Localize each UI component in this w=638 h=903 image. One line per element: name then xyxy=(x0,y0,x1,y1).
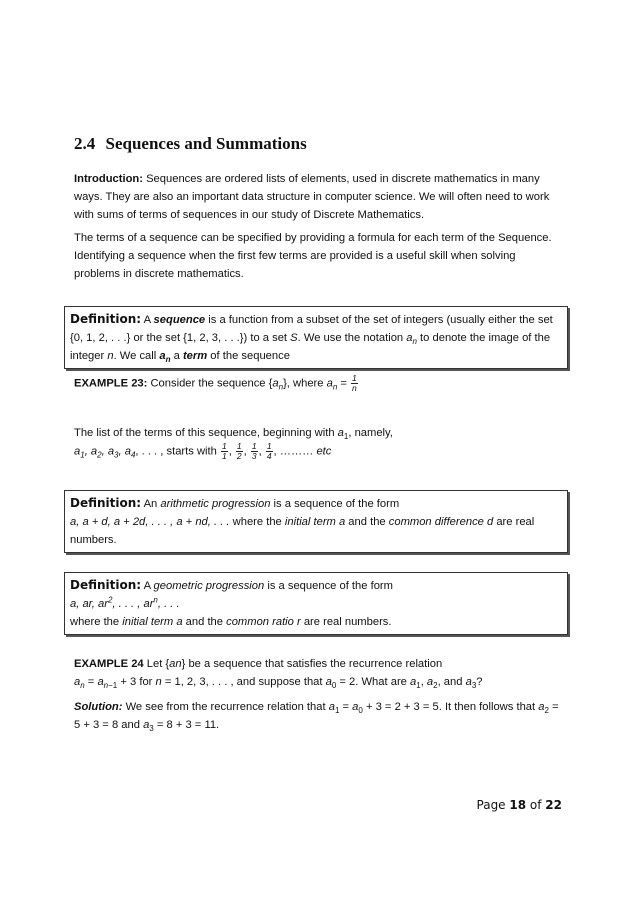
def1-text: is a function from a subset of the set of integers (usually either the set {0, 1, 2, . . .} or the set {1, 2, 3, . . .}) to a set xyxy=(70,314,553,344)
def1-term: term xyxy=(182,350,208,362)
sol-sub: 0 xyxy=(358,706,363,716)
page-footer xyxy=(477,798,562,812)
example-label: EXAMPLE 23: xyxy=(74,377,148,390)
ex24-text: , and xyxy=(437,676,466,688)
solution-text: = xyxy=(339,701,353,713)
def3-term: geometric progression xyxy=(153,580,265,592)
def2-term: arithmetic progression xyxy=(160,498,271,510)
def1-sub: n xyxy=(412,337,417,347)
def1-text: . We call xyxy=(113,350,160,362)
ex24-a: a xyxy=(97,676,104,688)
definition-label: Definition: xyxy=(70,312,142,326)
def1-text: a xyxy=(170,350,183,362)
def3-text: and the xyxy=(182,616,227,628)
def3-formula: , . . . , ar xyxy=(112,598,154,610)
ex23-sub: n xyxy=(332,382,338,392)
seq-sub: 1 xyxy=(80,450,85,460)
def3-text: where the xyxy=(70,616,123,628)
sol-sub: 2 xyxy=(544,706,549,716)
definition-geometric-box xyxy=(64,572,568,635)
fraction xyxy=(221,442,228,461)
page-total: 22 xyxy=(545,798,562,812)
solution xyxy=(74,698,564,734)
ex24-text: , xyxy=(420,676,427,688)
def3-sup: n xyxy=(153,595,158,605)
ex23-text: Consider the sequence { xyxy=(147,377,273,390)
ex24-sub: 2 xyxy=(433,681,438,691)
def1-set: S xyxy=(290,332,298,344)
sol-a: a xyxy=(352,701,359,713)
def2-text: where the xyxy=(229,516,285,528)
frac-den: n xyxy=(352,383,357,393)
terms-list-line-1 xyxy=(74,424,564,442)
terms-paragraph: The terms of a sequence can be specified by providing a formula for each term of the Sequence. Identifying a sequence when the first few terms are provided is a useful skill when solving problems in discrete mathematics. xyxy=(74,232,552,280)
fraction xyxy=(236,442,243,461)
ex24-a: a xyxy=(325,676,332,688)
def3-formula: a, ar, ar xyxy=(70,598,108,610)
ex24-text: = 2. What are xyxy=(336,676,410,688)
def2-text: and the xyxy=(345,516,389,528)
ex23-a: a xyxy=(272,377,279,390)
ex24-text: = 1, 2, 3, . . . , and suppose that xyxy=(161,676,326,688)
example-label: EXAMPLE 24 xyxy=(74,658,144,670)
intro-paragraph xyxy=(74,170,564,224)
sol-a: a xyxy=(143,719,150,731)
def1-text: to denote the image of the integer xyxy=(70,332,551,362)
definition-sequence-box xyxy=(64,306,568,369)
def2-text: An xyxy=(141,498,161,510)
ex24-text: Let { xyxy=(143,658,170,670)
terms-list-line-2: $a_1$, $a_2$, $a_3$, $a_4$, . . . , starts with $\frac{1}{1}$ , $\frac{1}{2}$ , $\frac{1}{3}$ , $\frac{1}{4}$ , ……… etc xyxy=(74,441,332,461)
def3-ratio: common ratio r xyxy=(226,616,301,628)
ex24-sub: 0 xyxy=(331,681,337,691)
sol-a: a xyxy=(538,701,545,713)
frac-num: 1 xyxy=(266,441,272,451)
def2-formula: a, a + d, a + 2d, . . . , a + nd, . . . xyxy=(70,516,230,528)
frac-den: 1 xyxy=(221,451,227,461)
ex24-a: a xyxy=(74,676,81,688)
list-text: , ……… xyxy=(273,445,317,458)
seq-sub: 4 xyxy=(130,450,136,460)
ex24-text: } be a sequence that satisfies the recurrence relation xyxy=(181,658,443,670)
seq-a: a xyxy=(74,445,81,458)
def1-an-bold: a xyxy=(159,350,166,362)
def3-text: are real numbers. xyxy=(300,616,392,628)
def2-difference: common difference d xyxy=(388,516,494,528)
ex24-n: n xyxy=(155,676,162,688)
intro-text: Sequences are ordered lists of elements, used in discrete mathematics in many ways. They are also an important data structure in computer science. We will often need to work with sums of terms of sequences in our study of Discrete Mathematics. xyxy=(74,173,550,221)
list-etc: etc xyxy=(316,445,332,458)
footer-of: of xyxy=(526,798,546,812)
definition-arithmetic-box xyxy=(64,490,568,553)
page-number: 18 xyxy=(509,798,527,812)
ex24-text: + 3 for xyxy=(117,676,156,688)
list-a: a xyxy=(337,427,344,439)
seq-a: a xyxy=(90,445,98,458)
ex23-a: a xyxy=(326,377,333,390)
frac-num: 1 xyxy=(352,373,357,383)
def2-initial: initial term a xyxy=(284,516,346,528)
seq-a: a xyxy=(107,445,115,458)
ex23-sub: n xyxy=(278,382,284,392)
frac-num: 1 xyxy=(251,441,257,451)
solution-text: = 5 + 3 = 8 and xyxy=(74,701,559,731)
intro-label: Introduction: xyxy=(74,173,143,185)
def2-text: is a sequence of the form xyxy=(270,498,400,510)
ex24-sub: 1 xyxy=(416,681,421,691)
ex24-sub: −1 xyxy=(108,681,118,691)
list-text: , . . . , starts with xyxy=(135,445,220,458)
section-number: 2.4 xyxy=(74,134,96,153)
sol-sub: 3 xyxy=(149,724,154,734)
example-23 xyxy=(74,374,564,393)
solution-text: + 3 = 2 + 3 = 5. It then follows that xyxy=(362,701,539,713)
fraction xyxy=(251,442,258,461)
seq-a: a xyxy=(124,445,131,458)
example-24 xyxy=(74,655,564,691)
solution-label: Solution: xyxy=(74,701,123,713)
ex24-sub: n xyxy=(103,681,109,691)
def1-term: sequence xyxy=(153,314,206,326)
frac-den: 4 xyxy=(266,451,272,461)
definition-label: Definition: xyxy=(70,578,142,592)
def1-text: A xyxy=(141,314,154,326)
seq-sub: 3 xyxy=(114,450,119,460)
fraction-1-over-n xyxy=(351,374,358,393)
footer-label: Page xyxy=(476,798,510,812)
frac-den: 2 xyxy=(236,451,242,461)
sol-a: a xyxy=(328,701,335,713)
def3-text: A xyxy=(141,580,154,592)
def3-formula: , . . . xyxy=(157,598,180,610)
ex23-text: = xyxy=(337,377,351,390)
ex24-sub: n xyxy=(80,681,85,691)
def1-text: . We use the notation xyxy=(297,332,407,344)
def1-sub-bold: n xyxy=(165,355,171,365)
list-sub: 1 xyxy=(343,432,349,442)
ex24-a: a xyxy=(465,676,472,688)
def3-sup: 2 xyxy=(107,595,113,605)
def1-an: a xyxy=(406,332,413,344)
list-text: The list of the terms of this sequence, beginning with xyxy=(74,427,338,439)
ex24-text: ? xyxy=(476,676,483,688)
sol-sub: 1 xyxy=(334,706,340,716)
def3-initial: initial term a xyxy=(122,616,183,628)
def1-n: n xyxy=(107,350,114,362)
frac-den: 3 xyxy=(251,451,257,461)
fraction xyxy=(266,442,273,461)
frac-num: 1 xyxy=(221,441,227,451)
ex24-text: = xyxy=(84,676,98,688)
section-title xyxy=(74,134,307,154)
ex24-an: an xyxy=(169,658,182,670)
solution-text: We see from the recurrence relation that xyxy=(122,701,329,713)
frac-num: 1 xyxy=(236,441,242,451)
def3-text: is a sequence of the form xyxy=(264,580,393,592)
definition-label: Definition: xyxy=(70,496,142,510)
list-text: , namely, xyxy=(348,427,393,439)
ex23-text: }, where xyxy=(283,377,327,390)
ex24-a: a xyxy=(410,676,417,688)
solution-text: = 8 + 3 = 11. xyxy=(153,719,220,731)
section-heading: Sequences and Summations xyxy=(105,134,307,153)
def2-text: are real numbers. xyxy=(70,516,535,546)
ex24-a: a xyxy=(426,676,434,688)
ex24-sub: 3 xyxy=(471,681,477,691)
def1-text: of the sequence xyxy=(207,350,290,362)
seq-sub: 2 xyxy=(97,450,102,460)
